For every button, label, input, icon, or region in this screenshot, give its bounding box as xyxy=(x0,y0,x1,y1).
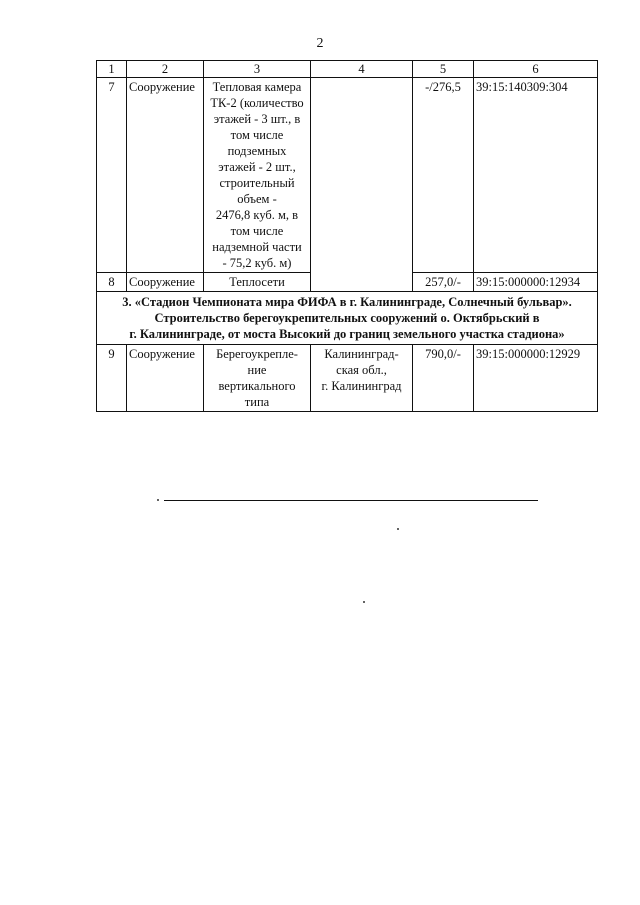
table-row xyxy=(97,345,598,412)
page-number: 2 xyxy=(316,36,324,51)
cadastral-number: 39:15:000000:12929 xyxy=(474,345,598,412)
object-name: Теплосети xyxy=(204,273,311,292)
column-header: 3 xyxy=(204,61,311,78)
row-number: 7 xyxy=(97,78,127,273)
property-table xyxy=(96,60,598,412)
end-of-document-rule xyxy=(164,500,538,501)
column-header: 6 xyxy=(474,61,598,78)
column-header: 1 xyxy=(97,61,127,78)
object-measure: 790,0/- xyxy=(413,345,474,412)
scan-speck xyxy=(363,601,365,603)
row-number: 9 xyxy=(97,345,127,412)
object-type: Сооружение xyxy=(127,273,204,292)
object-location: Калининград- ская обл., г. Калининград xyxy=(311,345,413,412)
cadastral-number: 39:15:000000:12934 xyxy=(474,273,598,292)
column-header: 5 xyxy=(413,61,474,78)
column-header: 4 xyxy=(311,61,413,78)
section-heading-row xyxy=(97,292,598,345)
column-header: 2 xyxy=(127,61,204,78)
row-number: 8 xyxy=(97,273,127,292)
scan-speck xyxy=(157,499,159,501)
object-measure: -/276,5 xyxy=(413,78,474,273)
table-header-row xyxy=(97,61,598,78)
object-type: Сооружение xyxy=(127,345,204,412)
section-title: 3. «Стадион Чемпионата мира ФИФА в г. Калининграде, Солнечный бульвар». Строительство берегоукрепительных сооружений о. Октябрьский в г. Калининграде, от моста Высокий до границ земельного участка стадиона» xyxy=(97,292,598,345)
table-row xyxy=(97,78,598,273)
object-name: Берегоукрепле- ние вертикального типа xyxy=(204,345,311,412)
object-measure: 257,0/- xyxy=(413,273,474,292)
object-type: Сооружение xyxy=(127,78,204,273)
object-location xyxy=(311,78,413,292)
cadastral-number: 39:15:140309:304 xyxy=(474,78,598,273)
scan-speck xyxy=(397,528,399,530)
object-name: Тепловая камера ТК-2 (количество этажей - 3 шт., в том числе подземных этажей - 2 шт., строительный объем - 2476,8 куб. м, в том числе надземной части - 75,2 куб. м) xyxy=(204,78,311,273)
